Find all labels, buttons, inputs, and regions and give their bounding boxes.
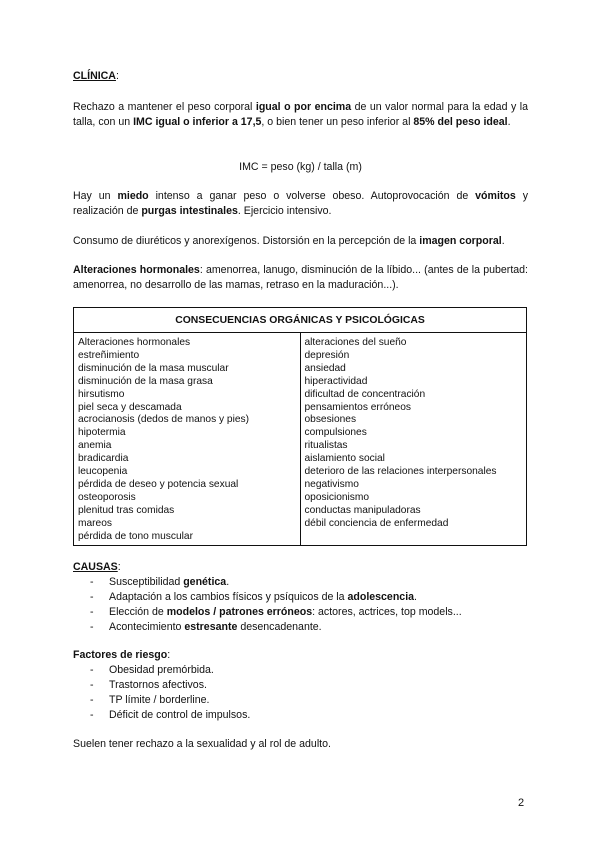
consecuencia-psicologica: compulsiones [304,427,367,439]
consecuencias-organicas-column [74,333,301,546]
text-run: intenso a ganar peso o volverse obeso. Autoprovocación de [148,190,476,202]
page-number: 2 [518,797,525,809]
bold-term: estresante [184,621,238,633]
text-run: Acontecimiento [109,621,185,633]
text-run: . Ejercicio intensivo. [237,205,332,217]
factor-item: - TP límite / borderline. [90,693,530,708]
text-run: . [507,116,511,128]
causa-item [90,620,530,635]
factores-heading: Factores de riesgo [73,649,168,661]
consecuencia-organica: bradicardia [78,453,129,465]
consecuencia-organica: leucopenia [78,466,128,478]
text-run: de un valor normal para la edad y la talla, con un [73,101,528,128]
consecuencia-psicologica: conductas manipuladoras [304,504,421,516]
consecuencia-psicologica: pensamientos erróneos [304,401,411,413]
consecuencia-organica: estreñimiento [78,349,140,361]
consecuencia-organica: hirsutismo [78,388,125,400]
consecuencias-title: CONSECUENCIAS ORGÁNICAS Y PSICOLÓGICAS [74,308,527,333]
text-run: : actores, actrices, top models... [312,606,462,618]
causas-heading-colon: : [117,561,121,573]
text-run: Hay un [73,190,118,202]
factor-item: - Obesidad premórbida. [90,663,530,678]
consecuencia-organica: mareos [78,517,112,529]
bold-term: vómitos [475,190,516,202]
clinica-heading: CLÍNICA [73,70,116,82]
clinica-paragraph-4 [73,263,528,293]
bold-term: adolescencia [347,591,415,603]
consecuencia-psicologica: débil conciencia de enfermedad [304,517,449,529]
bold-term: igual o por encima [255,101,352,113]
text-run: Susceptibilidad [109,576,184,588]
consecuencia-organica: hipotermia [78,427,126,439]
text-run: : amenorrea, lanugo, disminución de la líbido... (antes de la pubertad: amenorrea, no desarrollo de las mamas, retraso en la maduración...). [73,264,528,291]
consecuencia-organica: disminución de la masa muscular [78,362,229,374]
consecuencia-organica: Alteraciones hormonales [78,337,191,348]
imc-formula: IMC = peso (kg) / talla (m) [239,161,362,173]
bold-term: modelos / patrones erróneos [166,606,313,618]
bold-term: Alteraciones hormonales [73,264,200,276]
causa-item [90,575,530,590]
factores-heading-colon: : [167,649,171,661]
causa-item [90,605,530,620]
causas-heading-line [73,560,528,575]
closing-sentence: Suelen tener rechazo a la sexualidad y al rol de adulto. [73,738,331,750]
factor-item: - Trastornos afectivos. [90,678,530,693]
text-run: Adaptación a los cambios físicos y psíquicos de la [109,591,348,603]
text-run: desencadenante. [237,621,322,633]
consecuencia-psicologica: ansiedad [304,362,346,374]
clinica-paragraph-3 [73,234,528,249]
factores-heading-line [73,648,528,663]
text-run: , o bien tener un peso inferior al [261,116,414,128]
clinica-heading-line [73,69,528,84]
bold-term: IMC igual o inferior a 17,5 [133,116,262,128]
consecuencia-organica: pérdida de tono muscular [78,530,193,542]
consecuencias-psicologicas-column [300,333,527,546]
consecuencia-organica: pérdida de deseo y potencia sexual [78,478,239,490]
consecuencia-psicologica: hiperactividad [304,375,368,387]
text-run: . [226,576,230,588]
consecuencia-psicologica: deterioro de las relaciones interpersonales [304,466,497,478]
bold-term: imagen corporal [419,235,502,247]
bold-term: 85% del peso ideal [413,116,508,128]
consecuencia-psicologica: oposicionismo [304,491,370,503]
text-run: y realización de [73,190,528,217]
text-run: Consumo de diuréticos y anorexígenos. Distorsión en la percepción de la [73,235,420,247]
text-run: . [501,235,505,247]
bold-term: genética [183,576,227,588]
clinica-paragraph-1 [73,100,528,130]
consecuencia-psicologica: negativismo [304,478,359,490]
causa-item [90,590,530,605]
consecuencia-organica: disminución de la masa grasa [78,375,213,387]
text-run: Elección de [109,606,167,618]
clinica-paragraph-2 [73,189,528,219]
causas-list [90,575,530,635]
consecuencia-psicologica: dificultad de concentración [304,388,426,400]
consecuencia-psicologica: depresión [304,349,350,361]
consecuencia-psicologica: alteraciones del sueño [304,337,407,348]
consecuencia-organica: plenitud tras comidas [78,504,175,516]
text-run: Rechazo a mantener el peso corporal [73,101,256,113]
causas-heading: CAUSAS [73,561,118,573]
text-run: . [414,591,417,603]
consecuencia-organica: anemia [78,440,112,452]
bold-term: purgas intestinales [141,205,238,217]
bold-term: miedo [117,190,149,202]
factores-list [90,663,530,723]
consecuencias-table [73,307,527,546]
consecuencia-organica: osteoporosis [78,491,136,503]
clinica-heading-colon: : [115,70,119,82]
consecuencia-psicologica: obsesiones [304,414,357,426]
consecuencia-organica: piel seca y descamada [78,401,182,413]
consecuencia-psicologica: aislamiento social [304,453,385,465]
factor-item: - Déficit de control de impulsos. [90,708,530,723]
consecuencia-psicologica: ritualistas [304,440,348,452]
consecuencia-organica: acrocianosis (dedos de manos y pies) [78,414,250,426]
